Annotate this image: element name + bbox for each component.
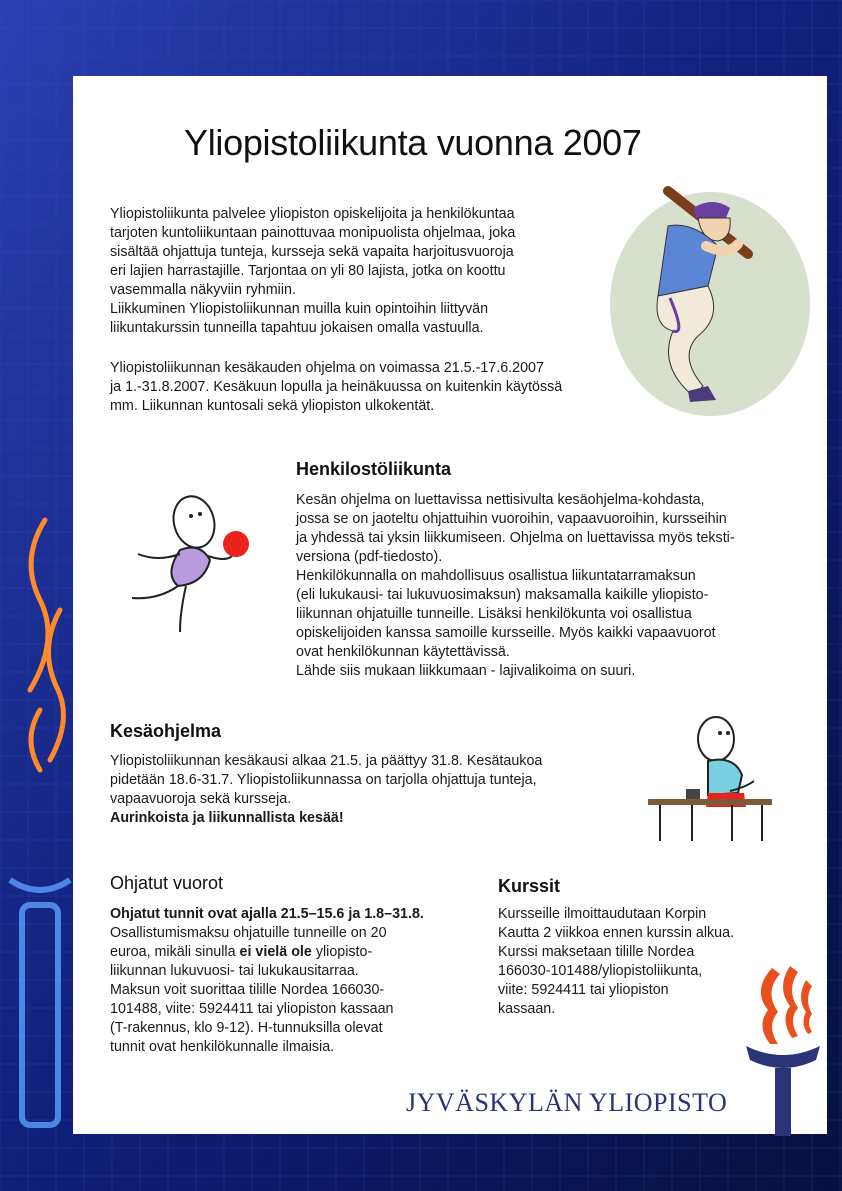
university-wordmark: JYVÄSKYLÄN YLIOPISTO (406, 1088, 728, 1117)
summer-program-paragraph (110, 752, 542, 828)
guided-line: Maksun voit suorittaa tilille Nordea 166030- (110, 982, 385, 998)
staff-line: ovat henkilökunnan käytettävissä. (296, 644, 510, 660)
courses-line: viite: 5924411 tai yliopiston (498, 982, 669, 998)
staff-line: Kesän ohjelma on luettavissa nettisivulta kesäohjelma-kohdasta, (296, 492, 705, 508)
courses-line: 166030-101488/yliopistoliikunta, (498, 963, 703, 979)
torch-logo-icon (742, 960, 824, 1138)
guided-heading: Ohjatut vuorot (110, 873, 224, 893)
summer-program-line: pidetään 18.6-31.7. Yliopistoliikunnassa on tarjolla ohjattuja tunteja, (110, 772, 537, 788)
intro-line: tarjoten kuntoliikuntaan painottuvaa monipuolista ohjelmaa, joka (110, 225, 516, 241)
summer-period-line: Yliopistoliikunnan kesäkauden ohjelma on voimassa 21.5.-17.6.2007 (110, 360, 544, 376)
summer-period-paragraph (110, 359, 562, 416)
courses-heading: Kurssit (498, 876, 561, 896)
courses-paragraph (498, 905, 734, 1019)
guided-line-start: euroa, mikäli sinulla (110, 944, 240, 960)
staff-line: Henkilökunnalla on mahdollisuus osallistua liikuntatarramaksun (296, 568, 696, 584)
intro-line: Liikkuminen Yliopistoliikunnan muilla kuin opintoihin liittyvän (110, 301, 489, 317)
baseball-player-illustration (598, 186, 810, 416)
summer-program-line: vapaavuoroja sekä kursseja. (110, 791, 292, 807)
guided-line: Osallistumismaksu ohjatuille tunneille on 20 (110, 925, 387, 941)
guided-emphasis: ei vielä ole (239, 944, 312, 960)
courses-line: Kurssi maksetaan tilille Nordea (498, 944, 695, 960)
intro-paragraph (110, 205, 515, 338)
guided-line: tunnit ovat henkilökunnalle ilmaisia. (110, 1039, 335, 1055)
desk-figure-illustration (646, 715, 774, 841)
staff-paragraph (296, 491, 735, 681)
staff-line: ja yhdessä tai yksin liikkumiseen. Ohjelma on luettavissa myös teksti- (296, 530, 735, 546)
courses-line: kassaan. (498, 1001, 556, 1017)
guided-line-end: yliopisto- (311, 944, 373, 960)
intro-line: vasemmalla näkyviin ryhmiin. (110, 282, 296, 298)
summer-period-line: ja 1.-31.8.2007. Kesäkuun lopulla ja heinäkuussa on kuitenkin käytössä (110, 379, 563, 395)
summer-program-heading: Kesäohjelma (110, 721, 222, 741)
staff-heading: Henkilostöliikunta (296, 459, 452, 479)
guided-subheading: Ohjatut tunnit ovat ajalla 21.5–15.6 ja 1.8–31.8. (110, 906, 424, 922)
intro-line: liikuntakurssin tunneilla tapahtuu jokaisen omalla vastuulla. (110, 320, 484, 336)
guided-line-with-emphasis (110, 943, 424, 962)
summer-program-line: Yliopistoliikunnan kesäkausi alkaa 21.5. ja päättyy 31.8. Kesätaukoa (110, 753, 543, 769)
courses-line: Kautta 2 viikkoa ennen kurssin alkua. (498, 925, 735, 941)
staff-line: liikunnan ohjatuille tunneille. Lisäksi henkilökunta voi osallistua (296, 606, 692, 622)
intro-line: Yliopistoliikunta palvelee yliopiston opiskelijoita ja henkilökuntaa (110, 206, 515, 222)
summer-period-line: mm. Liikunnan kuntosali sekä yliopiston ulkokentät. (110, 398, 435, 414)
staff-line: (eli lukukausi- tai lukuvuosimaksun) maksamalla kaikille yliopisto- (296, 587, 709, 603)
guided-paragraph (110, 905, 424, 1057)
intro-line: sisältää ohjattuja tunteja, kursseja sekä vapaita harjoitusvuoroja (110, 244, 514, 260)
intro-line: eri lajien harrastajille. Tarjontaa on yli 80 lajista, jotka on koottu (110, 263, 506, 279)
courses-line: Kursseille ilmoittaudutaan Korpin (498, 906, 707, 922)
guided-line: (T-rakennus, klo 9-12). H-tunnuksilla olevat (110, 1020, 383, 1036)
summer-program-closing: Aurinkoista ja liikunnallista kesää! (110, 810, 344, 826)
staff-line: versiona (pdf-tiedosto). (296, 549, 443, 565)
ball-thrower-illustration (128, 492, 256, 634)
staff-line: Lähde siis mukaan liikkumaan - lajivalikoima on suuri. (296, 663, 636, 679)
guided-line: liikunnan lukuvuosi- tai lukukausitarraa. (110, 963, 359, 979)
staff-line: opiskelijoiden kanssa samoille kursseille. Myös kaikki vapaavuorot (296, 625, 716, 641)
staff-line: jossa se on jaoteltu ohjattuihin vuoroihin, vapaavuoroihin, kursseihin (296, 511, 727, 527)
guided-line: 101488, viite: 5924411 tai yliopiston kassaan (110, 1001, 394, 1017)
page-title: Yliopistoliikunta vuonna 2007 (184, 122, 642, 163)
